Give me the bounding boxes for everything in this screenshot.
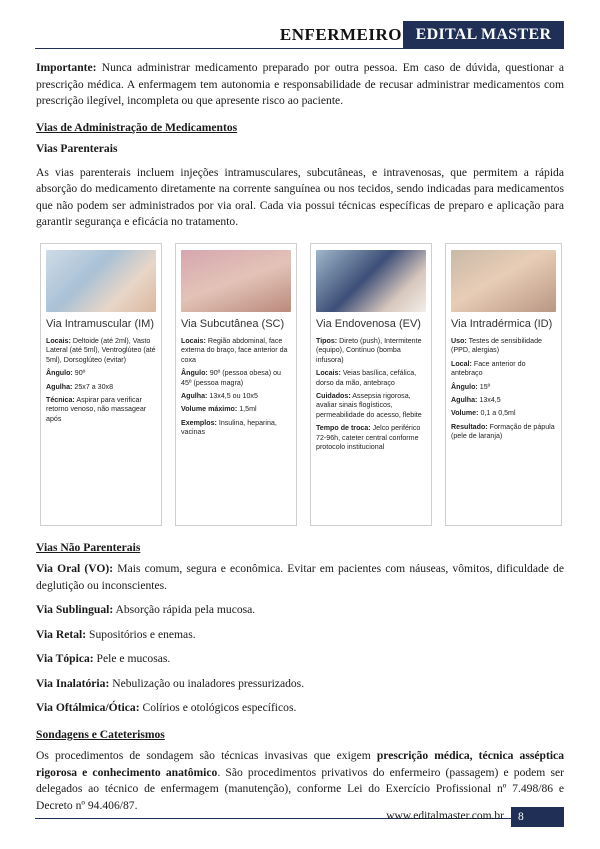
via-text: Colírios e otológicos específicos. bbox=[139, 701, 297, 714]
card-intradermica bbox=[445, 243, 562, 526]
card-item bbox=[316, 424, 426, 452]
item-label: Uso: bbox=[451, 337, 467, 345]
item-text: Aspirar para verificar retorno venoso, não massagear após bbox=[46, 396, 147, 423]
parenterais-paragraph: As vias parenterais incluem injeções intramusculares, subcutâneas, e intravenosas, que permitem a rápida absorção do medicamento diretamente na corrente sanguínea ou nos tecidos, sendo indicadas para medicamentos que não podem ser administrados por via oral. Cada via possui técnicas específicas de preparo e aplicação para garantir segurança e eficácia no tratamento. bbox=[36, 165, 564, 228]
item-label: Tipos: bbox=[316, 337, 338, 345]
item-label: Agulha: bbox=[181, 392, 208, 401]
card-item bbox=[451, 360, 556, 379]
parenteral-routes-figure bbox=[40, 243, 562, 526]
item-text: Deltoide (até 2ml), Vasto Lateral (até 5ml), Ventroglúteo (até 5ml), Dorsoglúteo (evitar) bbox=[46, 337, 156, 364]
card-item bbox=[451, 383, 556, 392]
item-text: Veias basílica, cefálica, dorso da mão, antebraço bbox=[316, 369, 417, 387]
card-item bbox=[46, 383, 156, 392]
via-inalatoria bbox=[36, 676, 564, 693]
item-label: Local: bbox=[451, 359, 472, 368]
item-label: Agulha: bbox=[451, 396, 478, 405]
item-text: 15º bbox=[477, 382, 491, 391]
item-text: Formação de pápula (pele de laranja) bbox=[451, 422, 555, 441]
via-label: Via Sublingual: bbox=[36, 603, 114, 616]
via-oftalmica bbox=[36, 700, 564, 717]
card-intramuscular bbox=[40, 243, 162, 526]
sondagens-emphasis: prescrição médica, técnica asséptica rigorosa e conhecimento anatômico bbox=[36, 749, 564, 779]
card-item bbox=[316, 369, 426, 388]
item-label: Ângulo: bbox=[46, 369, 73, 378]
item-label: Locais: bbox=[46, 337, 71, 345]
via-label: Via Retal: bbox=[36, 627, 87, 641]
header-title: ENFERMEIRO bbox=[279, 25, 402, 44]
via-text: Nebulização ou inaladores pressurizados. bbox=[109, 676, 305, 690]
item-label: Volume máximo: bbox=[181, 405, 238, 414]
item-text: 13x4,5 bbox=[477, 396, 501, 405]
card-item bbox=[181, 392, 291, 401]
item-text: Testes de sensibilidade (PPD, alergias) bbox=[451, 337, 542, 355]
via-label: Via Inalatória: bbox=[36, 676, 110, 690]
card-item bbox=[451, 409, 556, 418]
card-item bbox=[451, 423, 556, 442]
via-text: Absorção rápida pela mucosa. bbox=[113, 603, 256, 616]
item-text: Jelco periférico 72-96h, cateter central conforme protocolo institucional bbox=[316, 424, 421, 452]
via-topica bbox=[36, 651, 564, 668]
item-label: Exemplos: bbox=[181, 418, 217, 427]
card-title: Via Endovenosa (EV) bbox=[316, 317, 421, 330]
page-header bbox=[0, 21, 600, 49]
item-text: 25x7 a 30x8 bbox=[72, 382, 114, 391]
card-title: Via Subcutânea (SC) bbox=[181, 317, 285, 330]
via-oral bbox=[36, 561, 564, 594]
via-label: Via Oftálmica/Ótica: bbox=[36, 701, 140, 714]
page-content bbox=[36, 60, 564, 822]
card-item bbox=[46, 369, 156, 378]
important-text: Nunca administrar medicamento preparado por outra pessoa. Em caso de dúvida, questionar a prescrição médica. A enfermagem tem autonomia e responsabilidade de recusar administrar medicamentos com prescrição ilegível, incompleta ou que apresente risco ao paciente. bbox=[36, 61, 564, 107]
item-text: 0,1 a 0,5ml bbox=[478, 409, 516, 418]
item-text: 1,5ml bbox=[237, 405, 257, 414]
header-brand: EDITAL MASTER bbox=[403, 21, 564, 49]
via-label: Via Oral (VO): bbox=[36, 562, 114, 575]
sondagens-text-1: Os procedimentos de sondagem são técnicas invasivas que exigem bbox=[36, 749, 377, 762]
card-endovenosa bbox=[310, 243, 432, 526]
section-heading-sondagens: Sondagens e Cateterismos bbox=[36, 727, 165, 741]
item-text: Assepsia rigorosa, avaliar sinais flogísticos, permeabilidade do acesso, flebite bbox=[316, 392, 422, 419]
card-title: Via Intramuscular (IM) bbox=[46, 317, 154, 330]
section-heading-vias: Vias de Administração de Medicamentos bbox=[36, 120, 238, 134]
item-label: Volume: bbox=[451, 409, 479, 418]
endovenosa-photo bbox=[316, 250, 426, 312]
item-text: Direto (push), Intermitente (equipo), Contínuo (bomba infusora) bbox=[316, 337, 422, 364]
via-text: Mais comum, segura e econômica. Evitar em pacientes com náuseas, vômitos, dificuldade de deglutição ou inconscientes. bbox=[36, 562, 564, 592]
card-item bbox=[451, 337, 556, 356]
via-retal bbox=[36, 627, 564, 644]
card-item bbox=[181, 337, 291, 365]
item-text: Região abdominal, face externa do braço, face anterior da coxa bbox=[181, 337, 288, 364]
sondagens-text-2: . São procedimentos privativos do enfermeiro (passagem) e podem ser delegados ao técnico de enfermagem (manutenção), conforme Lei do Exercício Profissional nº 7.498/86 e Decreto nº 94.406/87. bbox=[36, 765, 564, 812]
item-label: Ângulo: bbox=[451, 382, 478, 391]
item-text: Insulina, heparina, vacinas bbox=[181, 418, 277, 437]
item-label: Resultado: bbox=[451, 422, 488, 431]
footer-url[interactable]: www.editalmaster.com.br bbox=[386, 810, 504, 822]
important-label: Importante: bbox=[36, 61, 97, 74]
card-item bbox=[46, 396, 156, 424]
via-text: Supositórios e enemas. bbox=[86, 627, 196, 641]
item-text: 13x4,5 ou 10x5 bbox=[207, 392, 258, 401]
intramuscular-photo bbox=[46, 250, 156, 312]
item-label: Ângulo: bbox=[181, 369, 208, 378]
item-label: Cuidados: bbox=[316, 392, 351, 401]
via-text: Pele e mucosas. bbox=[93, 652, 171, 665]
card-item bbox=[316, 337, 426, 365]
item-label: Agulha: bbox=[46, 382, 73, 391]
card-item bbox=[181, 405, 291, 414]
subheading-parenterais: Vias Parenterais bbox=[36, 142, 118, 155]
card-title: Via Intradérmica (ID) bbox=[451, 317, 553, 330]
intradermica-photo bbox=[451, 250, 556, 312]
section-heading-nao-parenterais: Vias Não Parenterais bbox=[36, 540, 141, 554]
via-sublingual bbox=[36, 602, 564, 619]
card-item bbox=[181, 369, 291, 388]
via-label: Via Tópica: bbox=[36, 652, 94, 665]
subcutanea-photo bbox=[181, 250, 291, 312]
page-number: 8 bbox=[511, 807, 564, 827]
item-label: Técnica: bbox=[46, 396, 75, 405]
item-label: Locais: bbox=[181, 337, 206, 345]
item-label: Tempo de troca: bbox=[316, 424, 371, 433]
card-item bbox=[316, 392, 426, 420]
important-note bbox=[36, 60, 564, 110]
item-label: Locais: bbox=[316, 369, 341, 378]
card-item bbox=[46, 337, 156, 365]
item-text: Face anterior do antebraço bbox=[451, 359, 526, 378]
card-subcutanea bbox=[175, 243, 297, 526]
card-item bbox=[451, 396, 556, 405]
card-item bbox=[181, 419, 291, 438]
sondagens-paragraph bbox=[36, 748, 564, 814]
item-text: 90º bbox=[72, 369, 86, 378]
item-text: 90º (pessoa obesa) ou 45º (pessoa magra) bbox=[181, 369, 281, 387]
